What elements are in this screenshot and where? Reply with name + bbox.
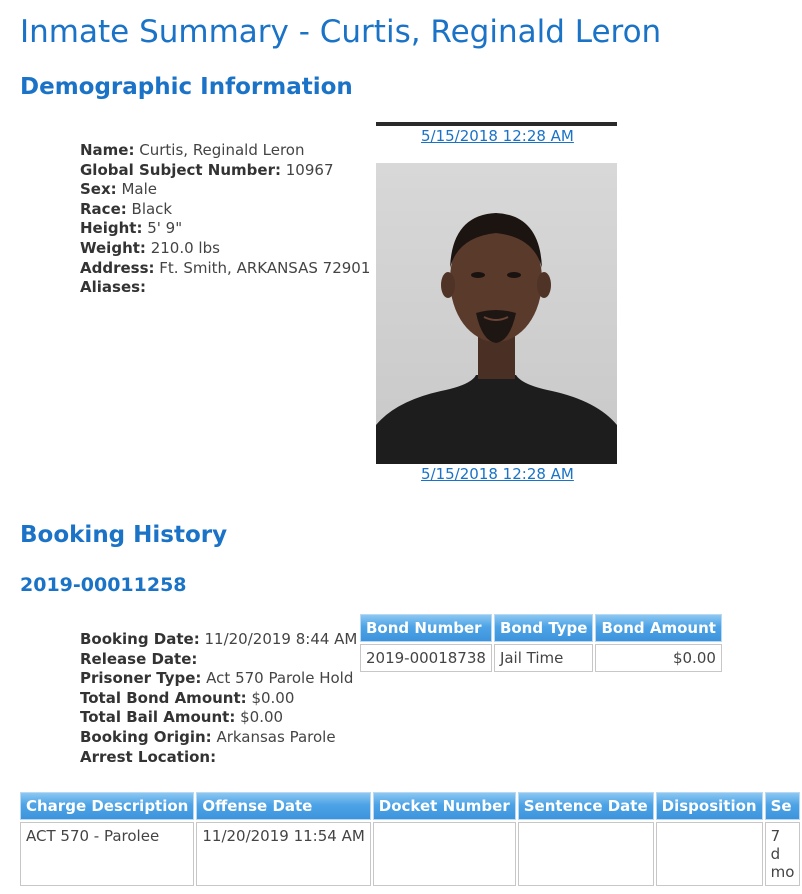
bond-number-header[interactable]: Bond Number <box>360 614 492 642</box>
booking-history-heading: Booking History <box>20 522 228 548</box>
booking-origin-row: Booking Origin: Arkansas Parole <box>80 727 336 746</box>
total-bond-amount-row: Total Bond Amount: $0.00 <box>80 688 295 707</box>
bond-number-cell: 2019-00018738 <box>360 644 492 672</box>
bond-type-header[interactable]: Bond Type <box>494 614 594 642</box>
bond-type-cell: Jail Time <box>494 644 594 672</box>
sentence-cell-truncated: 7 d mo <box>765 822 801 886</box>
photo-date-link-1[interactable]: 5/15/2018 12:28 AM <box>421 127 574 145</box>
charge-description-cell: ACT 570 - Parolee <box>20 822 194 886</box>
bond-amount-header[interactable]: Bond Amount <box>595 614 721 642</box>
table-row <box>360 644 722 672</box>
disposition-cell <box>656 822 763 886</box>
docket-number-cell <box>373 822 516 886</box>
table-row <box>20 822 800 886</box>
global-subject-number-row: Global Subject Number: 10967 <box>80 160 334 179</box>
sex-row: Sex: Male <box>80 180 157 199</box>
total-bail-amount-row: Total Bail Amount: $0.00 <box>80 708 284 727</box>
booking-number: 2019-00011258 <box>20 574 187 596</box>
address-row: Address: Ft. Smith, ARKANSAS 72901 <box>80 258 371 277</box>
race-row: Race: Black <box>80 199 173 218</box>
demographic-info <box>80 141 370 298</box>
bond-table <box>358 612 724 674</box>
name-row: Name: Curtis, Reginald Leron <box>80 141 305 159</box>
booking-info <box>80 630 357 767</box>
mugshot-image-top-cropped[interactable] <box>376 122 617 126</box>
aliases-row: Aliases: <box>80 278 147 297</box>
booking-date-row: Booking Date: 11/20/2019 8:44 AM <box>80 630 358 648</box>
page-title: Inmate Summary - Curtis, Reginald Leron <box>20 14 662 50</box>
arrest-location-row: Arrest Location: <box>80 747 217 766</box>
sentence-header-truncated[interactable]: Se <box>765 792 801 820</box>
charge-table <box>18 790 802 888</box>
person-silhouette-icon <box>376 163 617 464</box>
weight-row: Weight: 210.0 lbs <box>80 238 220 257</box>
sentence-date-cell <box>518 822 654 886</box>
prisoner-type-row: Prisoner Type: Act 570 Parole Hold <box>80 669 354 688</box>
photo-date-link-2[interactable]: 5/15/2018 12:28 AM <box>421 465 574 483</box>
disposition-header[interactable]: Disposition <box>656 792 763 820</box>
charge-description-header[interactable]: Charge Description <box>20 792 194 820</box>
height-row: Height: 5' 9" <box>80 219 183 238</box>
charge-table-header <box>20 792 800 820</box>
offense-date-header[interactable]: Offense Date <box>196 792 370 820</box>
sentence-date-header[interactable]: Sentence Date <box>518 792 654 820</box>
docket-number-header[interactable]: Docket Number <box>373 792 516 820</box>
mugshot-image[interactable] <box>376 163 617 464</box>
demographic-heading: Demographic Information <box>20 74 353 100</box>
bond-amount-cell: $0.00 <box>595 644 721 672</box>
offense-date-cell: 11/20/2019 11:54 AM <box>196 822 370 886</box>
bond-table-header <box>360 614 722 642</box>
release-date-row: Release Date: <box>80 649 198 668</box>
